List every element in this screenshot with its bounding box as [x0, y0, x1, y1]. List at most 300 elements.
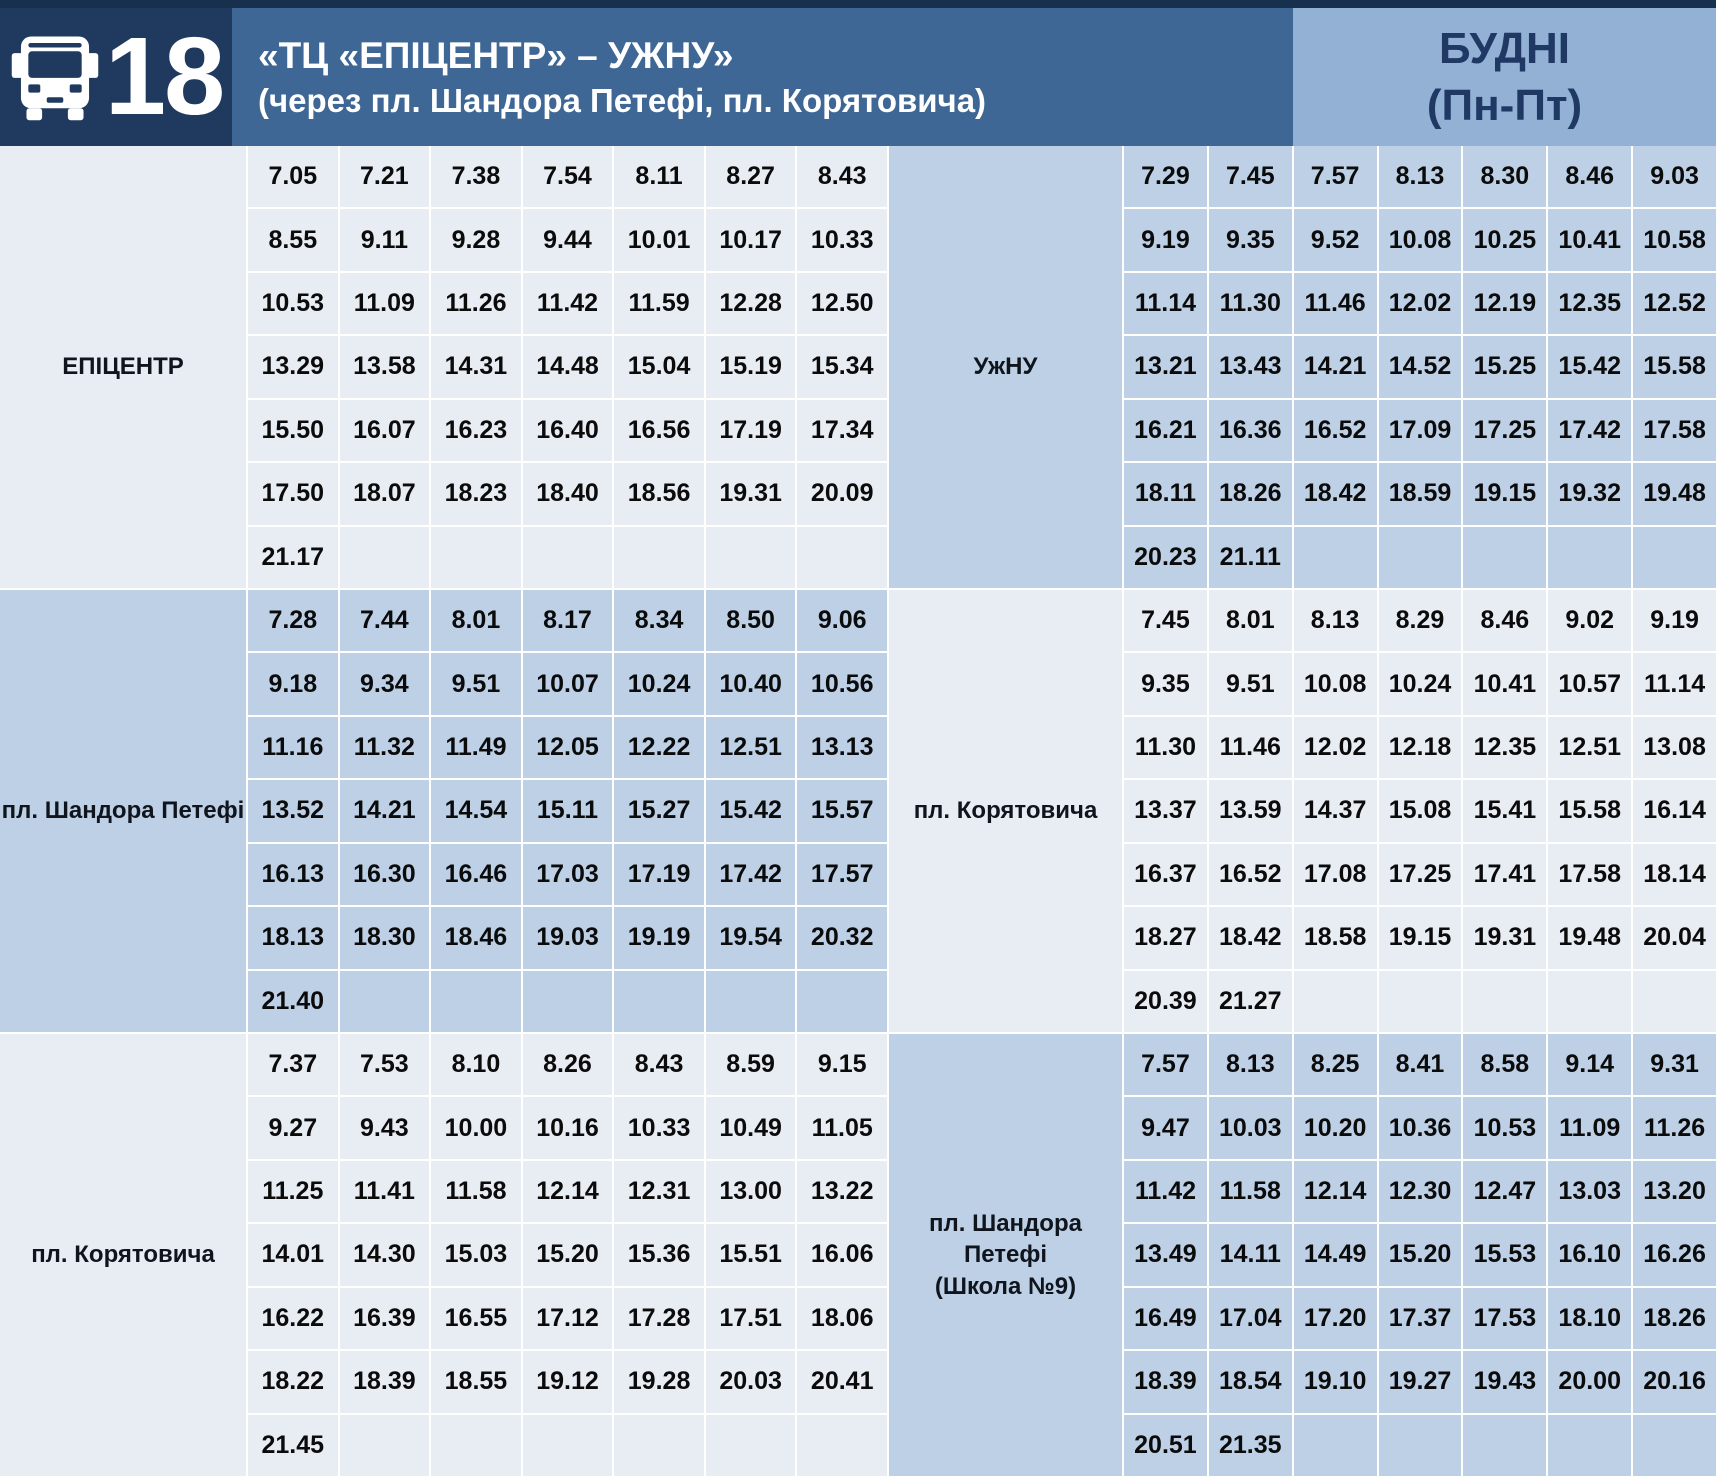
time-cell: 19.19 [614, 907, 704, 968]
time-cell: 17.08 [1294, 844, 1377, 905]
times-grid [1124, 590, 1716, 1032]
time-cell: 13.08 [1633, 717, 1716, 778]
stop-name: пл. Корятовича [31, 1241, 215, 1269]
time-cell: 7.45 [1124, 590, 1207, 651]
route-badge [0, 8, 232, 146]
time-cell: 7.28 [248, 590, 338, 651]
time-cell: 11.42 [1124, 1161, 1207, 1222]
time-cell: 16.56 [614, 400, 704, 461]
time-cell: 7.54 [523, 146, 613, 207]
time-cell: 9.35 [1209, 209, 1292, 270]
time-cell: 18.42 [1209, 907, 1292, 968]
route-title-line2: (через пл. Шандора Петефі, пл. Корятовича) [258, 81, 987, 119]
time-cell: 13.21 [1124, 336, 1207, 397]
time-cell: 10.40 [706, 653, 796, 714]
time-cell: 8.55 [248, 209, 338, 270]
time-cell: 7.29 [1124, 146, 1207, 207]
time-cell: 11.30 [1124, 717, 1207, 778]
time-cell: 17.34 [797, 400, 887, 461]
time-cell: 9.51 [1209, 653, 1292, 714]
empty-cell [614, 1415, 704, 1476]
empty-cell [340, 527, 430, 588]
empty-cell [431, 971, 521, 1032]
time-cell: 9.51 [431, 653, 521, 714]
time-cell: 11.42 [523, 273, 613, 334]
time-cell: 15.03 [431, 1224, 521, 1285]
time-cell: 11.14 [1633, 653, 1716, 714]
time-cell: 11.58 [1209, 1161, 1292, 1222]
time-cell: 17.58 [1633, 400, 1716, 461]
time-cell: 16.40 [523, 400, 613, 461]
empty-cell [706, 971, 796, 1032]
time-cell: 18.14 [1633, 844, 1716, 905]
time-cell: 10.00 [431, 1097, 521, 1158]
stop-name-line2: (Школа №9) [934, 1272, 1077, 1300]
time-cell: 11.26 [1633, 1097, 1716, 1158]
time-cell: 16.06 [797, 1224, 887, 1285]
time-cell: 8.46 [1463, 590, 1546, 651]
time-cell: 12.14 [1294, 1161, 1377, 1222]
time-cell: 16.23 [431, 400, 521, 461]
time-cell: 18.40 [523, 463, 613, 524]
time-cell: 10.16 [523, 1097, 613, 1158]
time-cell: 10.58 [1633, 209, 1716, 270]
time-cell: 10.53 [1463, 1097, 1546, 1158]
time-cell: 15.58 [1548, 780, 1631, 841]
time-cell: 15.19 [706, 336, 796, 397]
time-cell: 20.03 [706, 1351, 796, 1412]
times-grid [248, 590, 887, 1032]
time-cell: 11.09 [1548, 1097, 1631, 1158]
time-cell: 8.30 [1463, 146, 1546, 207]
time-cell: 21.27 [1209, 971, 1292, 1032]
time-cell: 7.57 [1124, 1034, 1207, 1095]
time-cell: 21.17 [248, 527, 338, 588]
time-cell: 15.58 [1633, 336, 1716, 397]
time-cell: 10.08 [1379, 209, 1462, 270]
time-cell: 9.14 [1548, 1034, 1631, 1095]
time-cell: 20.23 [1124, 527, 1207, 588]
time-cell: 13.49 [1124, 1224, 1207, 1285]
time-cell: 18.26 [1209, 463, 1292, 524]
empty-cell [1294, 527, 1377, 588]
time-cell: 13.00 [706, 1161, 796, 1222]
empty-cell [797, 1415, 887, 1476]
time-cell: 12.28 [706, 273, 796, 334]
empty-cell [1548, 971, 1631, 1032]
time-cell: 15.57 [797, 780, 887, 841]
stop-name: УжНУ [973, 353, 1038, 381]
time-cell: 16.36 [1209, 400, 1292, 461]
time-cell: 21.11 [1209, 527, 1292, 588]
time-cell: 17.58 [1548, 844, 1631, 905]
time-cell: 13.29 [248, 336, 338, 397]
empty-cell [1294, 971, 1377, 1032]
empty-cell [1294, 1415, 1377, 1476]
schedule-band [0, 146, 1716, 588]
time-cell: 15.53 [1463, 1224, 1546, 1285]
time-cell: 8.58 [1463, 1034, 1546, 1095]
time-cell: 8.01 [1209, 590, 1292, 651]
stop-label [889, 590, 1122, 1032]
time-cell: 15.34 [797, 336, 887, 397]
bus-icon [9, 27, 101, 127]
time-cell: 11.25 [248, 1161, 338, 1222]
time-cell: 19.54 [706, 907, 796, 968]
time-cell: 19.32 [1548, 463, 1631, 524]
time-cell: 14.37 [1294, 780, 1377, 841]
time-cell: 21.45 [248, 1415, 338, 1476]
empty-cell [1463, 971, 1546, 1032]
empty-cell [797, 971, 887, 1032]
time-cell: 8.29 [1379, 590, 1462, 651]
time-cell: 10.24 [1379, 653, 1462, 714]
time-cell: 13.59 [1209, 780, 1292, 841]
time-cell: 8.46 [1548, 146, 1631, 207]
time-cell: 12.02 [1294, 717, 1377, 778]
time-cell: 10.24 [614, 653, 704, 714]
time-cell: 7.37 [248, 1034, 338, 1095]
time-cell: 19.15 [1463, 463, 1546, 524]
time-cell: 9.47 [1124, 1097, 1207, 1158]
time-cell: 7.38 [431, 146, 521, 207]
header [0, 0, 1716, 146]
time-cell: 12.18 [1379, 717, 1462, 778]
time-cell: 10.08 [1294, 653, 1377, 714]
time-cell: 18.46 [431, 907, 521, 968]
time-cell: 11.46 [1294, 273, 1377, 334]
empty-cell [614, 971, 704, 1032]
stop-label [0, 1034, 246, 1476]
time-cell: 16.22 [248, 1288, 338, 1349]
times-grid [1124, 146, 1716, 588]
time-cell: 12.05 [523, 717, 613, 778]
time-cell: 15.50 [248, 400, 338, 461]
time-cell: 16.14 [1633, 780, 1716, 841]
time-cell: 12.51 [706, 717, 796, 778]
time-cell: 11.26 [431, 273, 521, 334]
time-cell: 8.01 [431, 590, 521, 651]
time-cell: 12.14 [523, 1161, 613, 1222]
time-cell: 15.41 [1463, 780, 1546, 841]
time-cell: 10.41 [1463, 653, 1546, 714]
time-cell: 9.15 [797, 1034, 887, 1095]
time-cell: 10.36 [1379, 1097, 1462, 1158]
empty-cell [1548, 527, 1631, 588]
time-cell: 7.44 [340, 590, 430, 651]
stop-label [889, 1034, 1122, 1476]
time-cell: 8.59 [706, 1034, 796, 1095]
time-cell: 18.39 [1124, 1351, 1207, 1412]
time-cell: 20.16 [1633, 1351, 1716, 1412]
time-cell: 12.47 [1463, 1161, 1546, 1222]
empty-cell [340, 1415, 430, 1476]
time-cell: 9.27 [248, 1097, 338, 1158]
days-line1: БУДНІ [1438, 23, 1570, 73]
time-cell: 7.45 [1209, 146, 1292, 207]
time-cell: 20.32 [797, 907, 887, 968]
time-cell: 10.41 [1548, 209, 1631, 270]
time-cell: 15.42 [706, 780, 796, 841]
time-cell: 14.49 [1294, 1224, 1377, 1285]
time-cell: 14.01 [248, 1224, 338, 1285]
time-cell: 8.27 [706, 146, 796, 207]
time-cell: 10.07 [523, 653, 613, 714]
time-cell: 7.57 [1294, 146, 1377, 207]
time-cell: 11.32 [340, 717, 430, 778]
empty-cell [523, 1415, 613, 1476]
time-cell: 14.52 [1379, 336, 1462, 397]
time-cell: 16.13 [248, 844, 338, 905]
time-cell: 11.58 [431, 1161, 521, 1222]
stop-name: пл. Шандора Петефі [1, 797, 245, 825]
time-cell: 18.42 [1294, 463, 1377, 524]
time-cell: 10.01 [614, 209, 704, 270]
schedule-table [0, 146, 1716, 1476]
time-cell: 15.20 [523, 1224, 613, 1285]
time-cell: 16.30 [340, 844, 430, 905]
time-cell: 16.37 [1124, 844, 1207, 905]
empty-cell [1633, 1415, 1716, 1476]
time-cell: 11.30 [1209, 273, 1292, 334]
empty-cell [1633, 527, 1716, 588]
time-cell: 19.12 [523, 1351, 613, 1412]
schedule-band [0, 1034, 1716, 1476]
time-cell: 20.41 [797, 1351, 887, 1412]
time-cell: 16.26 [1633, 1224, 1716, 1285]
time-cell: 20.09 [797, 463, 887, 524]
time-cell: 17.37 [1379, 1288, 1462, 1349]
stop-name: ЕПІЦЕНТР [62, 353, 184, 381]
stop-name: пл. Корятовича [913, 797, 1098, 825]
time-cell: 10.57 [1548, 653, 1631, 714]
time-cell: 17.12 [523, 1288, 613, 1349]
time-cell: 19.48 [1548, 907, 1631, 968]
days-line2: (Пн-Пт) [1426, 81, 1583, 130]
time-cell: 9.03 [1633, 146, 1716, 207]
time-cell: 12.22 [614, 717, 704, 778]
time-cell: 17.04 [1209, 1288, 1292, 1349]
empty-cell [340, 971, 430, 1032]
time-cell: 9.34 [340, 653, 430, 714]
empty-cell [1379, 1415, 1462, 1476]
time-cell: 16.10 [1548, 1224, 1631, 1285]
time-cell: 10.56 [797, 653, 887, 714]
time-cell: 11.05 [797, 1097, 887, 1158]
time-cell: 18.10 [1548, 1288, 1631, 1349]
time-cell: 16.52 [1294, 400, 1377, 461]
time-cell: 19.28 [614, 1351, 704, 1412]
time-cell: 19.27 [1379, 1351, 1462, 1412]
time-cell: 20.39 [1124, 971, 1207, 1032]
time-cell: 17.42 [706, 844, 796, 905]
time-cell: 11.41 [340, 1161, 430, 1222]
time-cell: 17.20 [1294, 1288, 1377, 1349]
time-cell: 18.56 [614, 463, 704, 524]
time-cell: 17.09 [1379, 400, 1462, 461]
time-cell: 8.13 [1209, 1034, 1292, 1095]
time-cell: 18.22 [248, 1351, 338, 1412]
time-cell: 20.04 [1633, 907, 1716, 968]
time-cell: 16.49 [1124, 1288, 1207, 1349]
time-cell: 8.11 [614, 146, 704, 207]
time-cell: 16.07 [340, 400, 430, 461]
time-cell: 8.43 [614, 1034, 704, 1095]
time-cell: 12.52 [1633, 273, 1716, 334]
time-cell: 12.02 [1379, 273, 1462, 334]
time-cell: 15.51 [706, 1224, 796, 1285]
time-cell: 7.05 [248, 146, 338, 207]
empty-cell [1463, 1415, 1546, 1476]
times-grid [248, 1034, 887, 1476]
time-cell: 17.03 [523, 844, 613, 905]
empty-cell [706, 527, 796, 588]
time-cell: 14.21 [1294, 336, 1377, 397]
time-cell: 17.19 [706, 400, 796, 461]
schedule-band [0, 590, 1716, 1032]
time-cell: 11.09 [340, 273, 430, 334]
time-cell: 20.00 [1548, 1351, 1631, 1412]
time-cell: 18.39 [340, 1351, 430, 1412]
time-cell: 14.54 [431, 780, 521, 841]
time-cell: 18.13 [248, 907, 338, 968]
time-cell: 13.20 [1633, 1161, 1716, 1222]
time-cell: 10.17 [706, 209, 796, 270]
time-cell: 15.20 [1379, 1224, 1462, 1285]
time-cell: 17.19 [614, 844, 704, 905]
time-cell: 13.22 [797, 1161, 887, 1222]
time-cell: 11.59 [614, 273, 704, 334]
time-cell: 8.13 [1379, 146, 1462, 207]
time-cell: 14.31 [431, 336, 521, 397]
stop-label [0, 146, 246, 588]
time-cell: 11.49 [431, 717, 521, 778]
time-cell: 14.11 [1209, 1224, 1292, 1285]
route-title [258, 8, 1286, 146]
time-cell: 16.39 [340, 1288, 430, 1349]
time-cell: 13.58 [340, 336, 430, 397]
time-cell: 7.21 [340, 146, 430, 207]
time-cell: 19.03 [523, 907, 613, 968]
time-cell: 18.07 [340, 463, 430, 524]
time-cell: 16.46 [431, 844, 521, 905]
time-cell: 19.31 [706, 463, 796, 524]
empty-cell [1463, 527, 1546, 588]
time-cell: 10.49 [706, 1097, 796, 1158]
time-cell: 10.33 [797, 209, 887, 270]
empty-cell [431, 1415, 521, 1476]
time-cell: 9.35 [1124, 653, 1207, 714]
time-cell: 11.16 [248, 717, 338, 778]
time-cell: 9.11 [340, 209, 430, 270]
time-cell: 12.30 [1379, 1161, 1462, 1222]
time-cell: 9.06 [797, 590, 887, 651]
time-cell: 15.11 [523, 780, 613, 841]
time-cell: 9.28 [431, 209, 521, 270]
empty-cell [523, 971, 613, 1032]
empty-cell [614, 527, 704, 588]
time-cell: 7.53 [340, 1034, 430, 1095]
time-cell: 13.43 [1209, 336, 1292, 397]
time-cell: 10.53 [248, 273, 338, 334]
time-cell: 14.48 [523, 336, 613, 397]
time-cell: 19.15 [1379, 907, 1462, 968]
time-cell: 17.25 [1463, 400, 1546, 461]
time-cell: 14.21 [340, 780, 430, 841]
time-cell: 17.53 [1463, 1288, 1546, 1349]
time-cell: 17.25 [1379, 844, 1462, 905]
empty-cell [1633, 971, 1716, 1032]
time-cell: 9.19 [1124, 209, 1207, 270]
time-cell: 8.10 [431, 1034, 521, 1095]
time-cell: 8.13 [1294, 590, 1377, 651]
time-cell: 16.21 [1124, 400, 1207, 461]
route-title-line1: «ТЦ «ЕПІЦЕНТР» – УЖНУ» [258, 35, 734, 77]
time-cell: 8.34 [614, 590, 704, 651]
time-cell: 11.46 [1209, 717, 1292, 778]
time-cell: 11.14 [1124, 273, 1207, 334]
header-top-strip [0, 0, 1716, 8]
time-cell: 18.26 [1633, 1288, 1716, 1349]
time-cell: 21.35 [1209, 1415, 1292, 1476]
time-cell: 18.30 [340, 907, 430, 968]
empty-cell [1548, 1415, 1631, 1476]
time-cell: 18.23 [431, 463, 521, 524]
time-cell: 9.31 [1633, 1034, 1716, 1095]
time-cell: 19.48 [1633, 463, 1716, 524]
time-cell: 9.44 [523, 209, 613, 270]
time-cell: 10.33 [614, 1097, 704, 1158]
time-cell: 20.51 [1124, 1415, 1207, 1476]
time-cell: 21.40 [248, 971, 338, 1032]
time-cell: 8.17 [523, 590, 613, 651]
time-cell: 17.28 [614, 1288, 704, 1349]
time-cell: 8.26 [523, 1034, 613, 1095]
time-cell: 19.10 [1294, 1351, 1377, 1412]
stop-label [889, 146, 1122, 588]
time-cell: 10.03 [1209, 1097, 1292, 1158]
empty-cell [523, 527, 613, 588]
time-cell: 18.27 [1124, 907, 1207, 968]
time-cell: 8.25 [1294, 1034, 1377, 1095]
times-grid [1124, 1034, 1716, 1476]
time-cell: 9.52 [1294, 209, 1377, 270]
time-cell: 8.50 [706, 590, 796, 651]
time-cell: 17.42 [1548, 400, 1631, 461]
time-cell: 12.31 [614, 1161, 704, 1222]
time-cell: 13.37 [1124, 780, 1207, 841]
time-cell: 12.51 [1548, 717, 1631, 778]
empty-cell [431, 527, 521, 588]
time-cell: 17.50 [248, 463, 338, 524]
time-cell: 15.04 [614, 336, 704, 397]
time-cell: 15.42 [1548, 336, 1631, 397]
days-badge [1293, 8, 1716, 146]
time-cell: 10.25 [1463, 209, 1546, 270]
time-cell: 13.13 [797, 717, 887, 778]
time-cell: 12.35 [1463, 717, 1546, 778]
time-cell: 17.51 [706, 1288, 796, 1349]
time-cell: 18.58 [1294, 907, 1377, 968]
time-cell: 12.35 [1548, 273, 1631, 334]
time-cell: 18.55 [431, 1351, 521, 1412]
time-cell: 9.19 [1633, 590, 1716, 651]
empty-cell [797, 527, 887, 588]
stop-name: пл. Шандора Петефі [929, 1210, 1082, 1269]
time-cell: 17.57 [797, 844, 887, 905]
time-cell: 18.06 [797, 1288, 887, 1349]
time-cell: 19.31 [1463, 907, 1546, 968]
